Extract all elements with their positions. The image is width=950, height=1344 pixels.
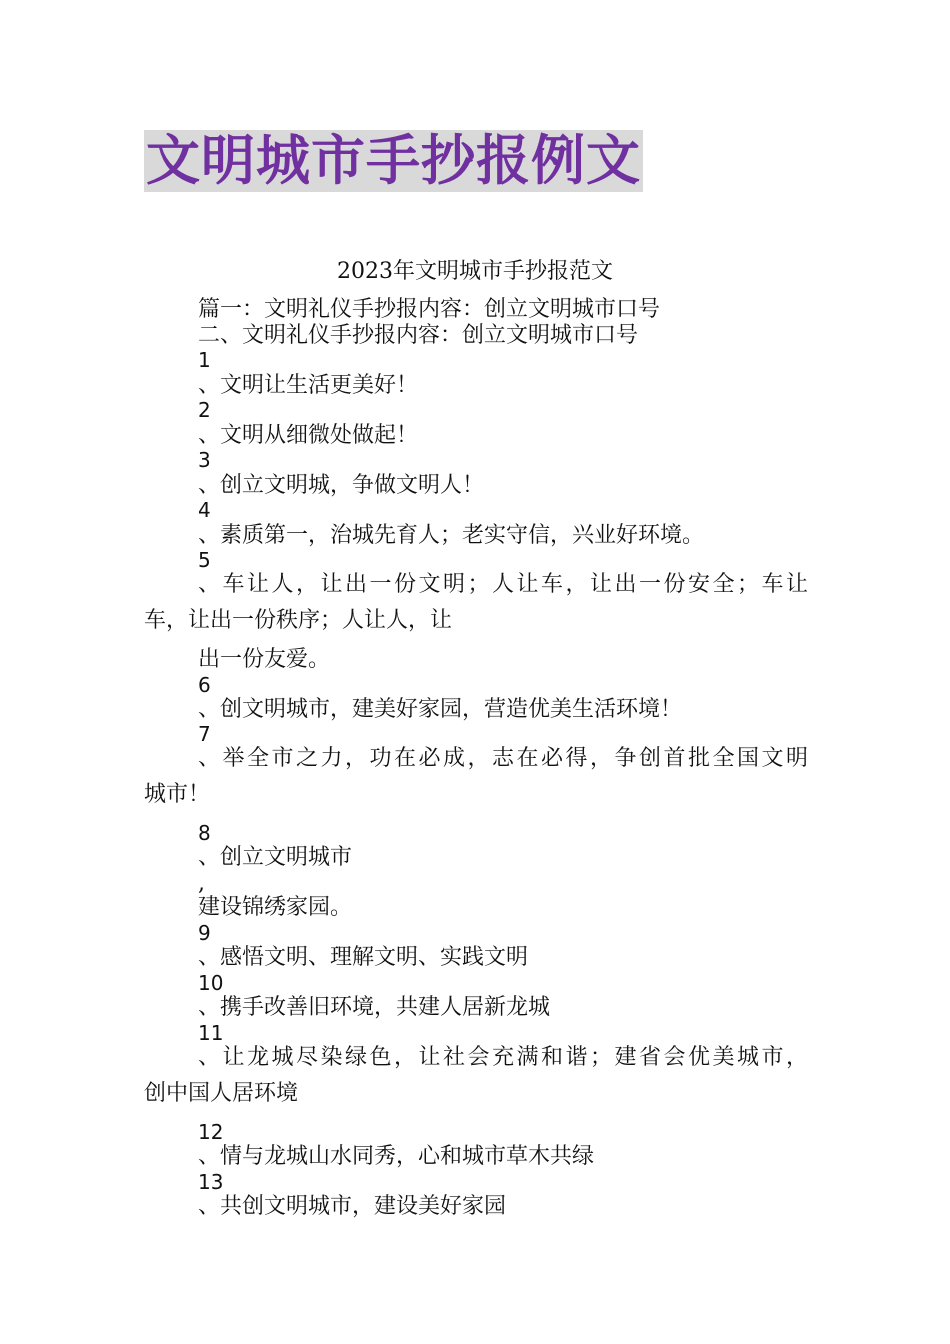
item-text: 、车让人，让出一份文明；人让车，让出一份安全；车让 — [198, 572, 811, 597]
item-number: 5 — [198, 548, 211, 572]
item-number: 3 — [198, 448, 211, 472]
item-text: 、创文明城市，建美好家园，营造优美生活环境！ — [198, 697, 683, 722]
item-text-continuation: 建设锦绣家园。 — [198, 895, 353, 920]
item-number: 8 — [198, 821, 211, 845]
item-text: 、创立文明城市 — [198, 845, 353, 870]
item-text: 、情与龙城山水同秀，心和城市草木共绿 — [198, 1144, 595, 1169]
item-number: 12 — [198, 1120, 224, 1144]
item-text: 、素质第一，治城先育人；老实守信，兴业好环境。 — [198, 523, 705, 548]
item-text-continuation: 车，让出一份秩序；人让人，让 — [144, 608, 453, 633]
document-subtitle: 2023年文明城市手抄报范文 — [337, 259, 613, 284]
item-number: 2 — [198, 398, 211, 422]
item-text: 、让龙城尽染绿色，让社会充满和谐；建省会优美城市， — [198, 1045, 811, 1070]
item-text: 、携手改善旧环境，共建人居新龙城 — [198, 995, 551, 1020]
item-text: 、文明让生活更美好！ — [198, 373, 419, 398]
item-text: 、创立文明城，争做文明人！ — [198, 473, 485, 498]
item-number: 11 — [198, 1021, 224, 1045]
item-text: 、感悟文明、理解文明、实践文明 — [198, 945, 529, 970]
item-number: 6 — [198, 673, 211, 697]
item-number: 7 — [198, 722, 211, 746]
item-number: 13 — [198, 1170, 224, 1194]
item-number: 9 — [198, 921, 211, 945]
item-number: 10 — [198, 971, 224, 995]
item-text: 、举全市之力，功在必成，志在必得，争创首批全国文明 — [198, 746, 811, 771]
item-text-continuation: 城市！ — [144, 782, 211, 807]
item-text-continuation: 创中国人居环境 — [144, 1081, 299, 1106]
intro-line-1: 篇一：文明礼仪手抄报内容：创立文明城市口号 — [198, 297, 661, 322]
item-number: 1 — [198, 348, 211, 372]
item-text: 、文明从细微处做起！ — [198, 423, 419, 448]
title-highlight — [144, 130, 643, 192]
item-comma: , — [198, 871, 205, 896]
document-title: 文明城市手抄报例文 — [146, 129, 641, 192]
intro-line-2: 二、文明礼仪手抄报内容：创立文明城市口号 — [198, 323, 639, 348]
item-text-continuation: 出一份友爱。 — [198, 647, 331, 672]
item-text: 、共创文明城市，建设美好家园 — [198, 1194, 507, 1219]
item-number: 4 — [198, 498, 211, 522]
